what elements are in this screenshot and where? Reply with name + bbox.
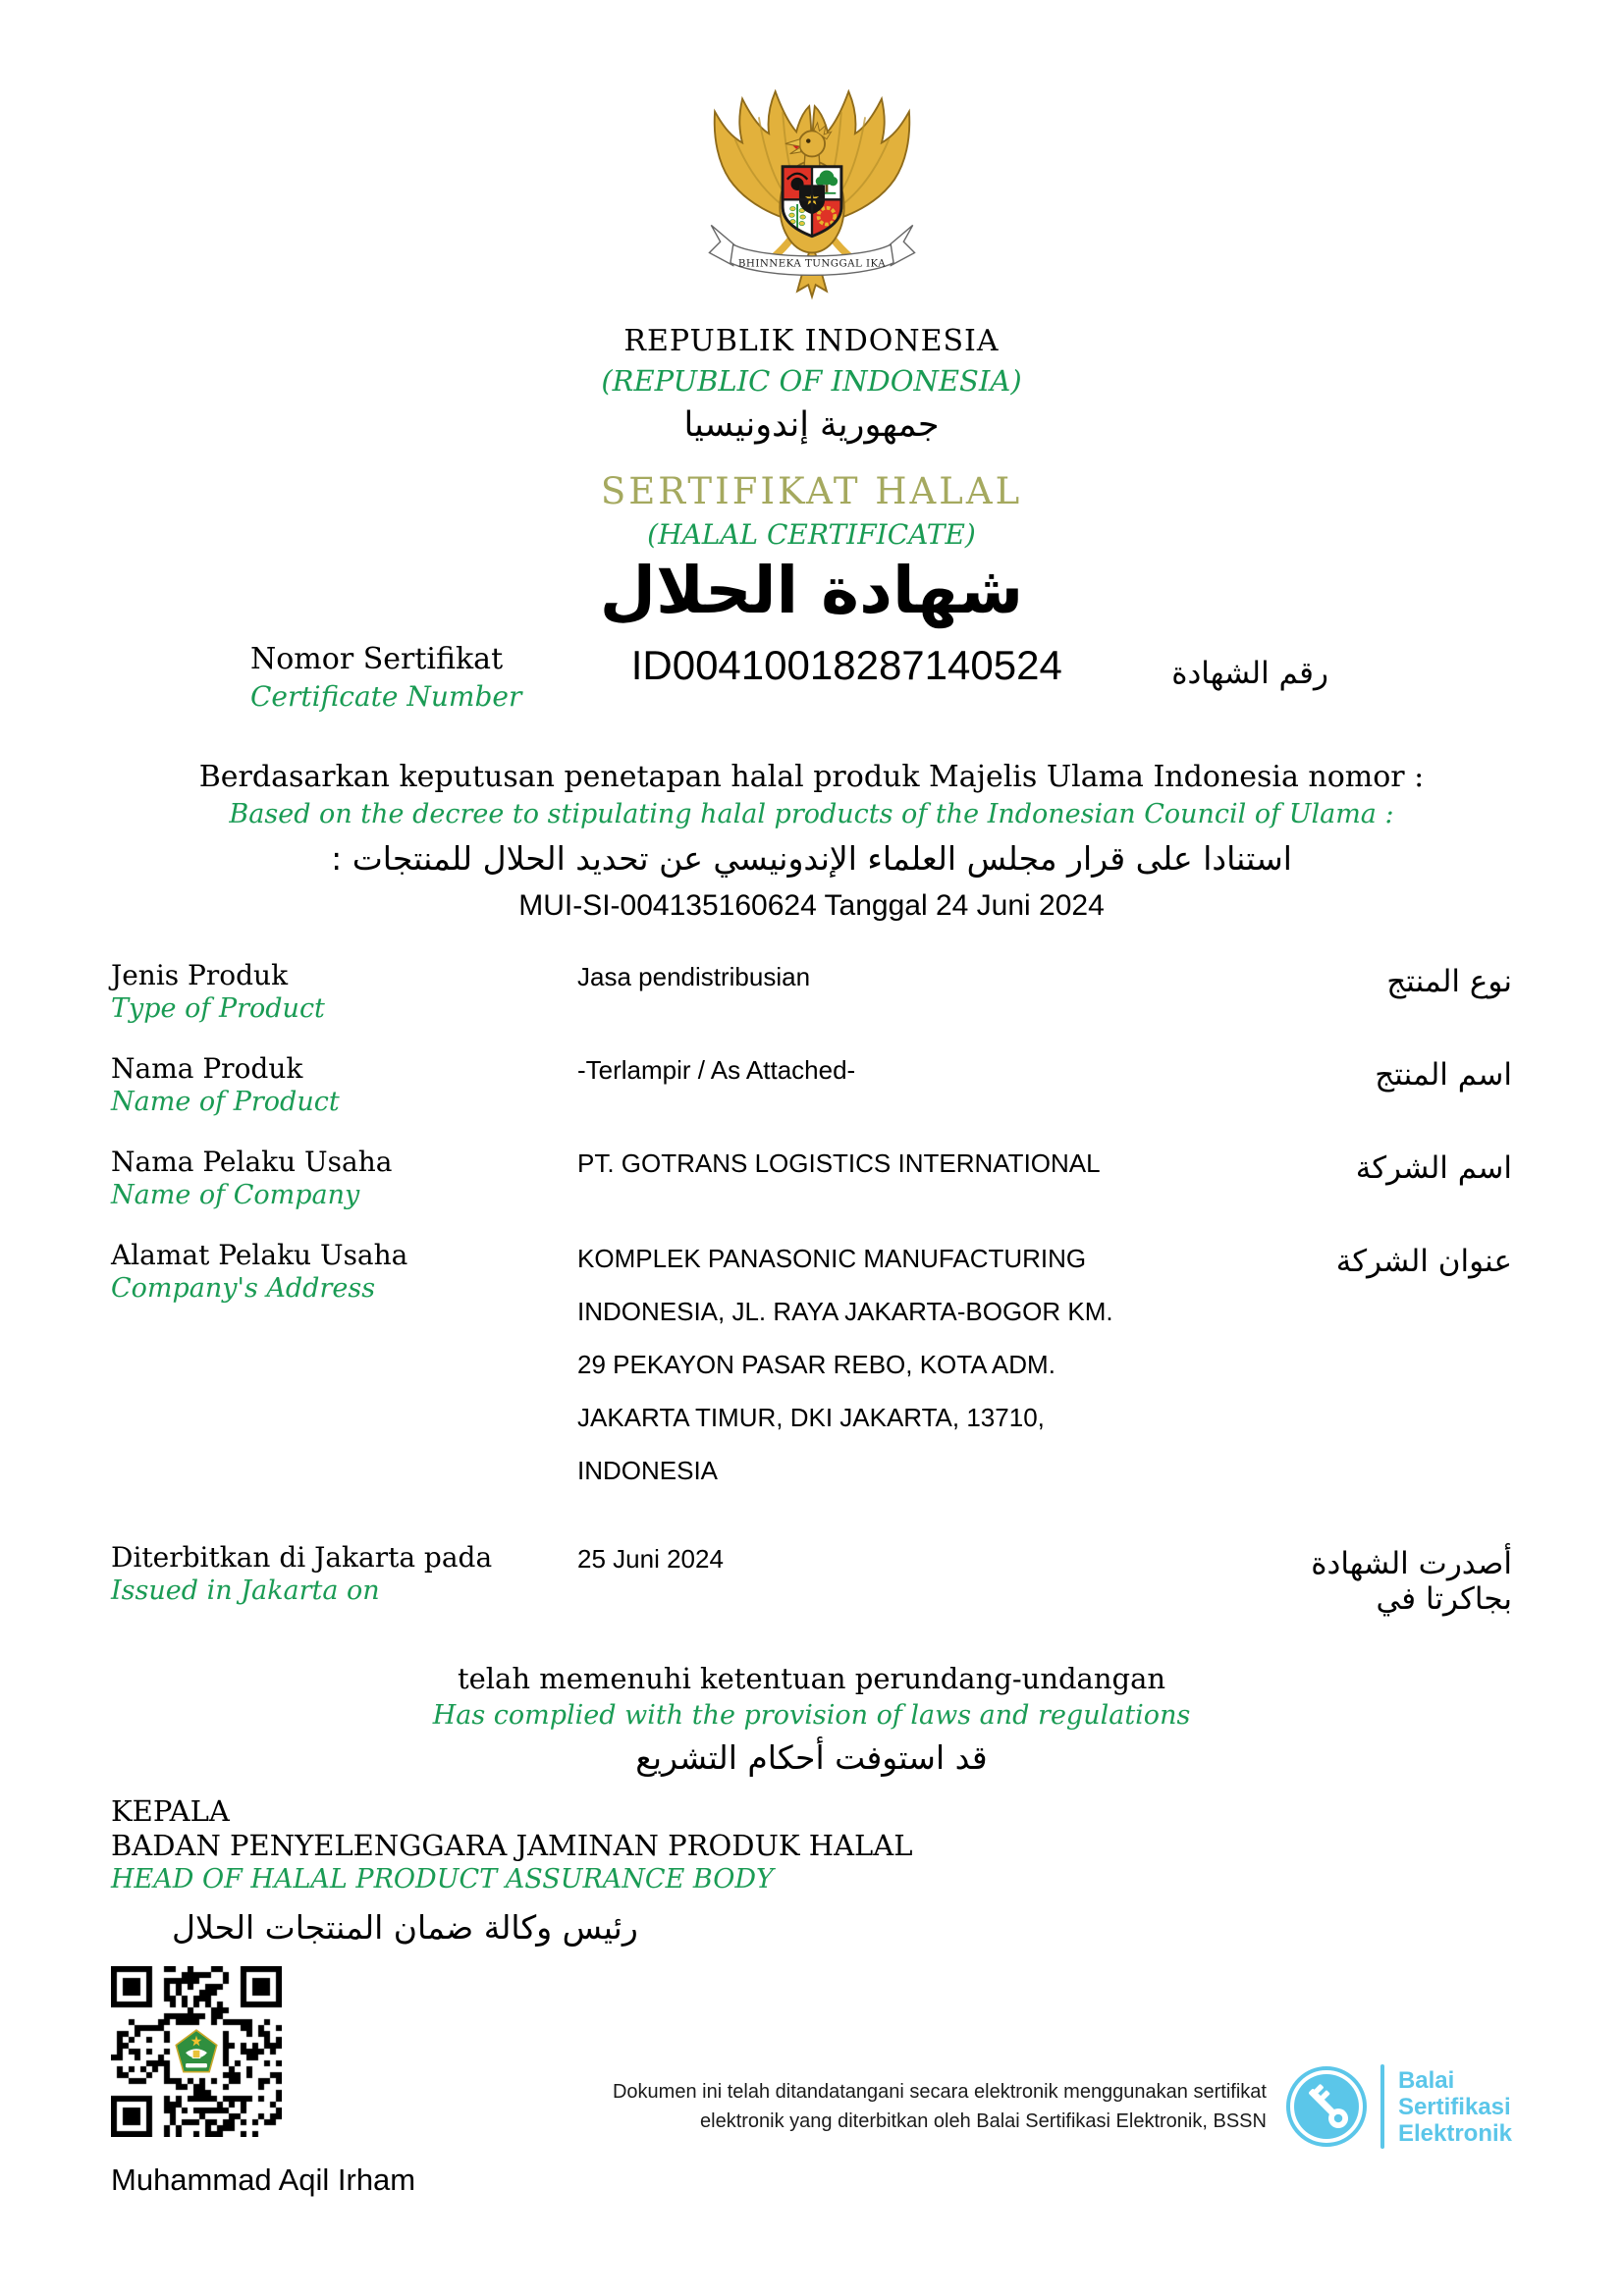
signatory-name: Muhammad Aqil Irham: [111, 2163, 416, 2197]
bse-logo-line2: Sertifikasi: [1397, 2093, 1511, 2120]
field-value: PT. GOTRANS LOGISTICS INTERNATIONAL: [577, 1148, 1101, 1178]
field-label-ar: اسم الشركة: [1355, 1150, 1512, 1186]
decree-text-id: Berdasarkan keputusan penetapan halal produk Majelis Ulama Indonesia nomor :: [198, 760, 1425, 794]
field-label: [111, 1540, 577, 1617]
address-line: INDONESIA, JL. RAYA JAKARTA-BOGOR KM.: [577, 1297, 1113, 1326]
field-label-id: Diterbitkan di Jakarta pada: [111, 1541, 493, 1574]
field-label-ar: عنوان الشركة: [1335, 1244, 1512, 1279]
certificate-number-label: [250, 642, 521, 713]
signature-block: [111, 1966, 415, 2198]
certificate-number-row: [0, 628, 1623, 713]
pancasila-shield: [783, 167, 841, 237]
signatory-title-en: HEAD OF HALAL PRODUCT ASSURANCE BODY: [111, 1864, 774, 1895]
field-row-issued-date: [111, 1540, 1512, 1617]
certificate-number-label-en: Certificate Number: [250, 680, 522, 713]
decree-number: MUI-SI-004135160624 Tanggal 24 Juni 2024: [518, 889, 1105, 922]
bse-logo-divider: [1380, 2064, 1384, 2149]
certificate-title-id: SERTIFIKAT HALAL: [600, 470, 1023, 512]
field-label-id: Nama Pelaku Usaha: [111, 1146, 393, 1178]
field-label-ar: نوع المنتج: [1386, 964, 1512, 999]
signatory-title-ar: رئيس وكالة ضمان المنتجات الحلال: [172, 1908, 638, 1947]
compliance-text-en: Has complied with the provision of laws and regulations: [432, 1700, 1191, 1731]
bse-key-icon: [1286, 2066, 1367, 2147]
republic-title-id: REPUBLIK INDONESIA: [623, 324, 1000, 358]
field-label-id: Jenis Produk: [111, 959, 289, 991]
field-label-en: Type of Product: [111, 993, 325, 1024]
field-label: [111, 958, 577, 1026]
garuda-pancasila-emblem: [675, 80, 949, 300]
field-label-ar: أصدرت الشهادة بجاكرتا في: [1311, 1546, 1512, 1617]
address-line: JAKARTA TIMUR, DKI JAKARTA, 13710,: [577, 1403, 1045, 1432]
kemenag-logo-icon: [173, 2028, 220, 2075]
field-label-id: Alamat Pelaku Usaha: [111, 1239, 408, 1271]
decree-section: [0, 760, 1623, 923]
field-label-en: Company's Address: [111, 1273, 376, 1304]
decree-text-ar: استنادا على قرار مجلس العلماء الإندونيسي عن تحديد الحلال للمنتجات :: [331, 839, 1292, 878]
disclaimer-line1: Dokumen ini telah ditandatangani secara elektronik menggunakan sertifikat: [612, 2081, 1267, 2103]
certificate-number-label-id: Nomor Sertifikat: [250, 642, 504, 676]
field-label: [111, 1145, 577, 1212]
compliance-text-id: telah memenuhi ketentuan perundang-undangan: [457, 1662, 1166, 1695]
republic-title-ar: جمهورية إندونيسيا: [683, 405, 940, 445]
field-value: 25 Juni 2024: [577, 1544, 724, 1574]
certificate-title-en: (HALAL CERTIFICATE): [647, 518, 976, 551]
motto-text: BHINNEKA TUNGGAL IKA: [737, 257, 886, 270]
certificate-number-label-ar: رقم الشهادة: [1171, 656, 1328, 691]
bse-logo-line3: Elektronik: [1397, 2119, 1512, 2147]
field-row-company-address: [111, 1238, 1512, 1497]
compliance-text-ar: قد استوفت أحكام التشريع: [635, 1738, 988, 1777]
qr-code: [111, 1966, 282, 2137]
field-value: [577, 1228, 1255, 1497]
bottom-section: [111, 1966, 1512, 2198]
address-line: 29 PEKAYON PASAR REBO, KOTA ADM.: [577, 1350, 1055, 1379]
certificate-number-value: ID00410018287140524: [630, 642, 1062, 688]
field-label: [111, 1051, 577, 1119]
emblem-section: [0, 0, 1623, 304]
compliance-section: [0, 1662, 1623, 1777]
certificate-title-ar: شهادة الحلال: [599, 553, 1024, 628]
field-row-product-name: [111, 1051, 1512, 1119]
field-label-en: Issued in Jakarta on: [111, 1575, 380, 1606]
field-label-ar: اسم المنتج: [1375, 1057, 1512, 1093]
bse-logo-line1: Balai: [1397, 2066, 1455, 2094]
signatory-section: [111, 1794, 1512, 1947]
disclaimer-text: [613, 2077, 1267, 2136]
field-row-company-name: [111, 1145, 1512, 1212]
field-label-en: Name of Product: [111, 1087, 340, 1117]
field-label: [111, 1238, 577, 1497]
certificate-fields: [111, 958, 1512, 1617]
bse-logo-text: [1398, 2067, 1512, 2147]
disclaimer-line2: elektronik yang diterbitkan oleh Balai Sertifikasi Elektronik, BSSN: [700, 2110, 1267, 2132]
address-line: KOMPLEK PANASONIC MANUFACTURING: [577, 1244, 1087, 1273]
address-line: INDONESIA: [577, 1456, 719, 1485]
decree-text-en: Based on the decree to stipulating halal products of the Indonesian Council of Ulama :: [229, 799, 1394, 829]
field-value: Jasa pendistribusian: [577, 962, 811, 991]
field-row-product-type: [111, 958, 1512, 1026]
field-label-id: Nama Produk: [111, 1052, 303, 1085]
republic-title-en: (REPUBLIC OF INDONESIA): [601, 364, 1022, 398]
field-label-en: Name of Company: [111, 1180, 360, 1210]
field-value: -Terlampir / As Attached-: [577, 1055, 856, 1085]
signatory-title-line1: KEPALA: [111, 1794, 230, 1828]
signatory-title-line2: BADAN PENYELENGGARA JAMINAN PRODUK HALAL: [111, 1829, 913, 1862]
electronic-signature-footer: [613, 2064, 1512, 2149]
